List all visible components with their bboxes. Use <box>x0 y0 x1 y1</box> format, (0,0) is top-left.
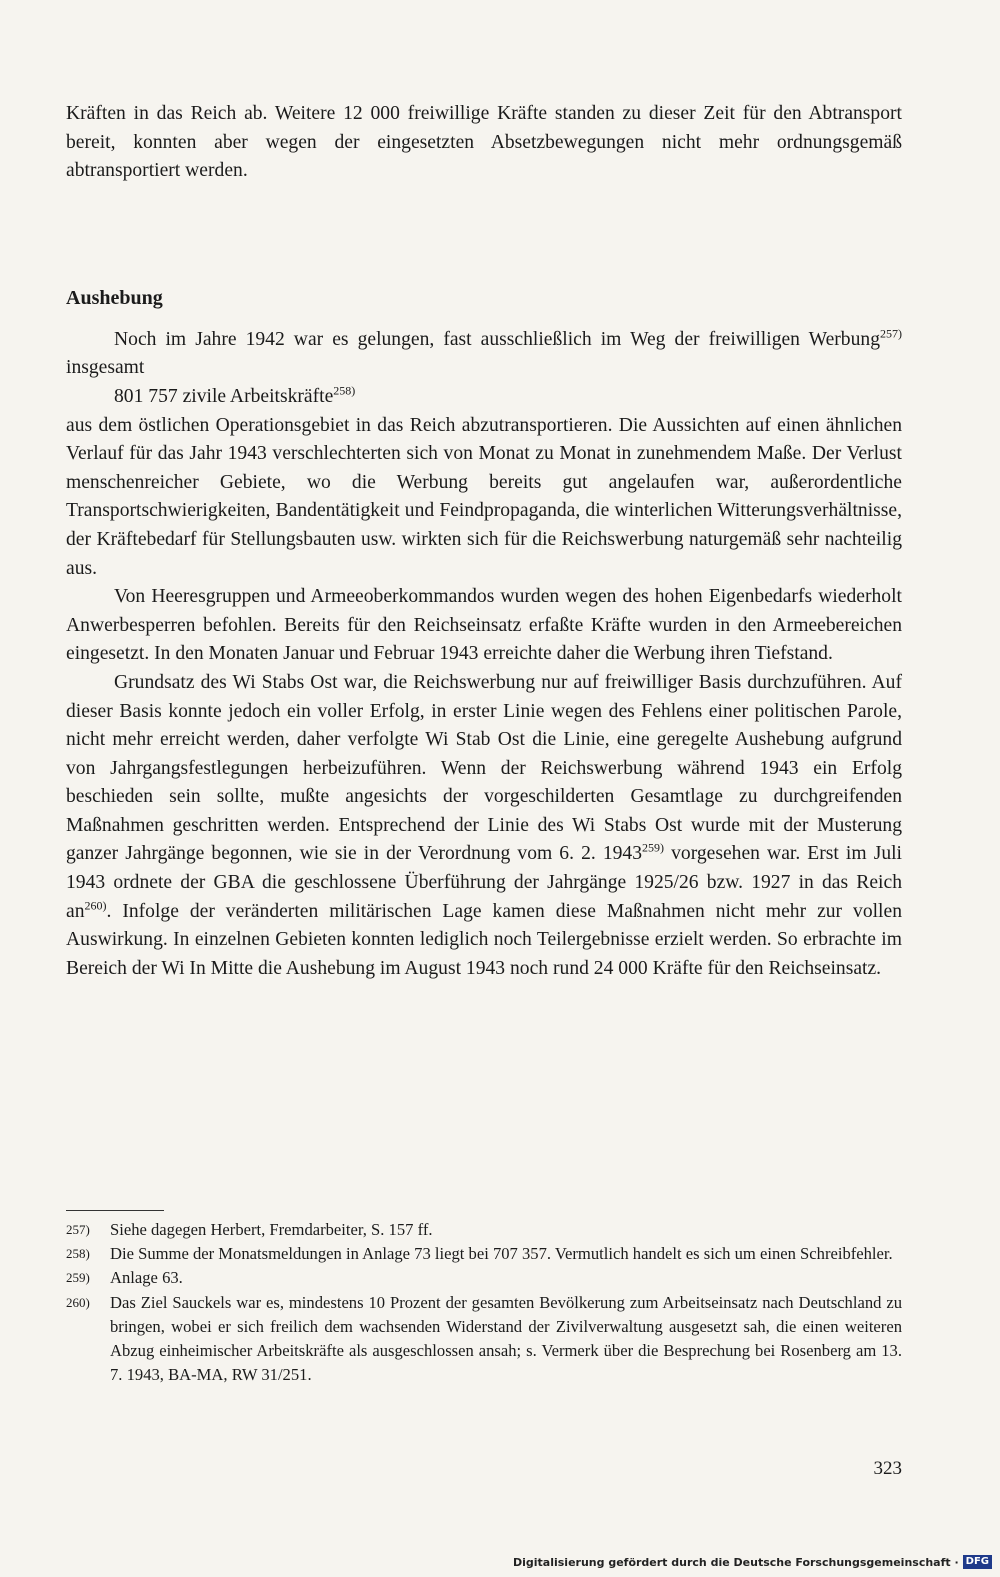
footnote-item <box>66 1218 902 1242</box>
page-body <box>66 100 902 983</box>
footnote-ref[interactable]: 257) <box>880 326 902 341</box>
paragraph-aushebung-2: Von Heeresgruppen und Armeeoberkommandos wurden wegen des hohen Eigenbedarfs wiederholt Anwerbesperren befohlen. Bereits für den Reichseinsatz erfaßte Kräfte wurden in den Armeebereichen eingesetzt. In den Monaten Januar und Februar 1943 erreichte daher die Werbung ihren Tiefstand. <box>66 586 902 665</box>
paragraph-intro: Kräften in das Reich ab. Weitere 12 000 freiwillige Kräfte standen zu dieser Zeit für den Abtransport bereit, konnten aber wegen der eingesetzten Absetzbewegungen nicht mehr ordnungsgemäß abtransportiert werden. <box>66 103 902 182</box>
paragraph-aushebung-1-cont: aus dem östlichen Operationsgebiet in das Reich abzutransportieren. Die Aussichten auf einen ähnlichen Verlauf für das Jahr 1943 verschlechterten sich von Monat zu Monat in zunehmendem Maße. Der Verlust menschenreicher Gebiete, wo die Werbung bereits gut angelaufen war, außerordentliche Transportschwierigkeiten, Bandentätigkeit und Feindpropaganda, die winterlichen Witterungsverhältnisse, der Kräftebedarf für Stellungsbauten usw. wirkten sich für die Reichswerbung naturgemäß sehr nachteilig aus. <box>66 414 902 579</box>
footnote-text: Siehe dagegen Herbert, Fremdarbeiter, S. 157 ff. <box>110 1220 433 1239</box>
footnote-ref[interactable]: 259) <box>642 840 665 855</box>
text-span: Noch im Jahre 1942 war es gelungen, fast ausschließlich im Weg der freiwilligen Werbung <box>114 328 880 350</box>
footnote-text: Anlage 63. <box>110 1268 183 1288</box>
footnote-item <box>66 1291 902 1388</box>
footnote-number: 260) <box>66 1294 90 1310</box>
footnote-ref[interactable]: 260) <box>84 898 107 913</box>
footnote-text: Das Ziel Sauckels war es, mindestens 10 Prozent der gesamten Bevölkerung zum Arbeitseinsatz nach Deutschland zu bringen, wobei er sich freilich dem wachsenden Widerstand der Zivilverwaltung ausgesetzt sah, die einen weiteren Abzug einheimischer Arbeitskräfte als ausgeschlossen ansah; s. Vermerk über die Besprechung bei Rosenberg am 13. 7. 1943, BA-MA, RW 31/251. <box>110 1292 902 1385</box>
text-span: insgesamt <box>66 357 145 379</box>
paragraph-aushebung-3 <box>66 669 902 984</box>
dfg-logo-icon: DFG <box>963 1555 992 1569</box>
footnote-number: 257) <box>66 1222 90 1237</box>
digitization-credit <box>513 1555 992 1569</box>
footnote-item <box>66 1242 902 1266</box>
footnotes <box>66 1218 902 1387</box>
credit-text: Digitalisierung gefördert durch die Deutsche Forschungsgemeinschaft · <box>512 1555 959 1569</box>
footnote-item <box>66 1266 902 1290</box>
figure-line <box>66 383 902 412</box>
text-span: vorgesehen war. Erst im Juli 1943 ordnete der GBA die geschlossene Überführung der Jahrgänge 1925/26 bzw. 1927 in das Reich an <box>66 843 903 922</box>
text-span: Grundsatz des Wi Stabs Ost war, die Reichswerbung nur auf freiwilliger Basis durchzuführen. Auf dieser Basis konnte jedoch ein voller Erfolg, in erster Linie wegen des Fehlens einer politischen Parole, nicht mehr erreicht werden, daher verfolgte Wi Stab Ost die Linie, eine geregelte Aushebung aufgrund von Jahrgangsfestlegungen herbeizuführen. Wenn der Reichswerbung während 1943 ein Erfolg beschieden sein sollte, mußte angesichts der vorgeschilderten Gesamtlage zu durchgreifenden Maßnahmen geschritten werden. Entsprechend der Linie des Wi Stabs Ost wurde mit der Musterung ganzer Jahrgänge begonnen, wie sie in der Verordnung vom 6. 2. 1943 <box>66 671 902 865</box>
text-span: 801 757 zivile Arbeitskräfte <box>114 385 334 407</box>
page-number: 323 <box>873 1458 902 1479</box>
section-heading: Aushebung <box>66 286 163 309</box>
footnote-number: 258) <box>66 1246 90 1262</box>
footnote-divider <box>66 1210 164 1211</box>
footnote-text: Die Summe der Monatsmeldungen in Anlage 73 liegt bei 707 357. Vermutlich handelt es sich um einen Schreibfehler. <box>110 1244 893 1264</box>
footnote-ref[interactable]: 258) <box>333 383 356 398</box>
paragraph-aushebung-1 <box>66 326 902 383</box>
text-span: . Infolge der veränderten militärischen Lage kamen diese Maßnahmen nicht mehr zur vollen Auswirkung. In einzelnen Gebieten konnten lediglich noch Teilergebnisse erzielt werden. So erbrachte im Bereich der Wi In Mitte die Aushebung im August 1943 noch rund 24 000 Kräfte für den Reichseinsatz. <box>66 900 902 979</box>
footnote-number: 259) <box>66 1270 90 1286</box>
